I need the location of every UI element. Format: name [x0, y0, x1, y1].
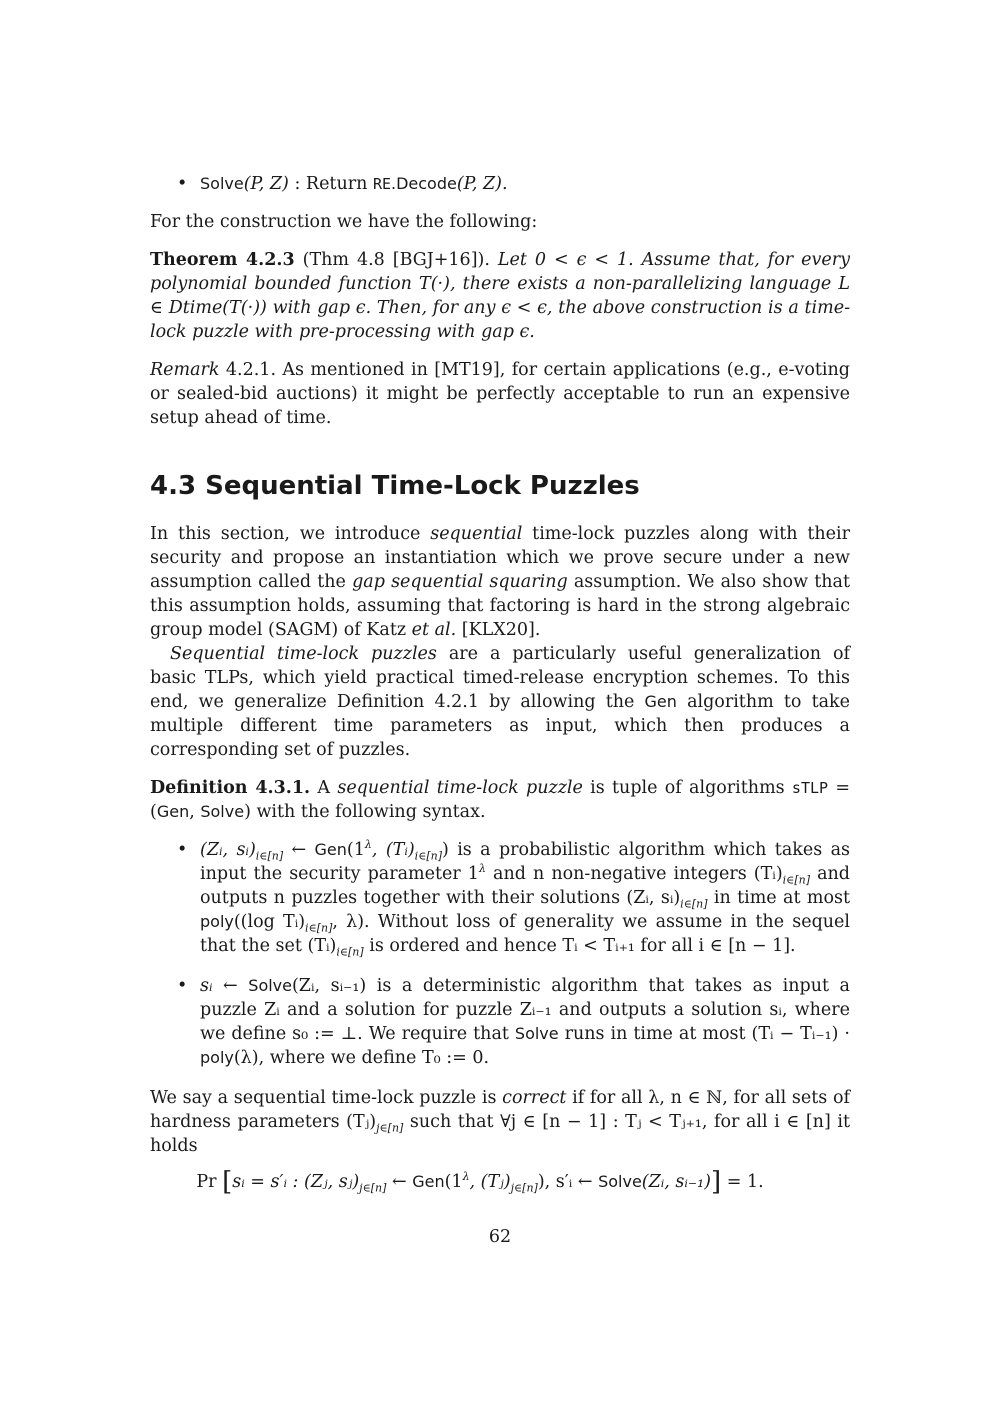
- solve-args: (P, Z): [243, 174, 289, 194]
- solve-bullet: [150, 172, 850, 196]
- definition-4-3-1: Definition 4.3.1. A sequential time-lock puzzle is tuple of algorithms sTLP = (Gen, Solve) with the following syntax.: [150, 778, 850, 822]
- decode-fn: .Decode: [391, 174, 457, 193]
- remark-4-2-1: [150, 358, 850, 430]
- construction-lead: For the construction we have the following:: [150, 212, 538, 232]
- right-bracket: ]: [711, 1167, 722, 1197]
- theorem-label: Theorem 4.2.3: [150, 250, 295, 270]
- remark-number: 4.2.1.: [219, 360, 277, 380]
- intro-paragraph-1: In this section, we introduce sequential time-lock puzzles along with their security and propose an instantiation which we prove secure under a new assumption called the gap sequential squaring assumption. We also show that this assumption holds, assuming that factoring is hard in the strong algebraic group model (SAGM) of Katz et al. [KLX20].: [150, 524, 850, 640]
- definition-items: [150, 838, 850, 1070]
- solve-colon: : Return: [288, 174, 373, 194]
- decode-args: (P, Z).: [456, 174, 508, 194]
- solve-bullet-list: [150, 172, 850, 196]
- page-number: 62: [488, 1227, 512, 1247]
- section-title: 4.3 Sequential Time-Lock Puzzles: [150, 471, 640, 501]
- solve-fn: Solve: [200, 174, 244, 193]
- remark-label: Remark: [150, 360, 220, 380]
- def-item-gen: • (Zᵢ, $sᵢ)_{i\in[n]}$ ← $Gen(1^\lambda$, $(Tᵢ)_{i\in[n]}$) is a probabilistic algorithm which takes as input the security parameter $1^\lambda$ and n non-negative integers $(Tᵢ)_{i\in[n]}$ and outputs n puzzles together with their solutions (Zᵢ, $sᵢ)_{i\in[n]}$ in time at most poly((log $Tᵢ)_{i\in[n]}$, λ). Without loss of generality we assume in the sequel that the set $(Tᵢ)_{i\in[n]}$ is ordered and hence Tᵢ < Tᵢ₊₁ for all i ∈ [n − 1].: [150, 838, 850, 958]
- def-item-solve: • sᵢ ← Solve(Zᵢ, sᵢ₋₁) is a deterministic algorithm that takes as input a puzzle Zᵢ and a solution for puzzle Zᵢ₋₁ and outputs a solution sᵢ, where we define s₀ := ⊥. We require that Solve runs in time at most (Tᵢ − Tᵢ₋₁) · poly(λ), where we define T₀ := 0.: [150, 974, 850, 1070]
- left-bracket: [: [222, 1167, 233, 1197]
- intro-paragraph-2: Sequential time-lock puzzles are a particularly useful generalization of basic TLPs, which yield practical timed-release encryption schemes. To this end, we generalize Definition 4.2.1 by allowing the Gen algorithm to take multiple different time parameters as input, which then produces a corresponding set of puzzles.: [150, 644, 851, 760]
- remark-text: As mentioned in [MT19], for certain applications (e.g., e-voting or sealed-bid auctions) it might be perfectly acceptable to run an expensive setup ahead of time.: [150, 360, 851, 428]
- theorem-4-2-3: [150, 248, 850, 344]
- pr-symbol: Pr: [196, 1172, 217, 1192]
- definition-label: Definition 4.3.1.: [150, 778, 311, 798]
- theorem-body: Let 0 < ϵ < 1. Assume that, for every polynomial bounded function T(·), there exists a non-parallelizing language L ∈ Dtime(T(·)) with gap ϵ. Then, for any ϵ < ϵ, the above construction is a time-lock puzzle with pre-processing with gap ϵ.: [150, 250, 850, 342]
- correctness-paragraph: We say a sequential time-lock puzzle is correct if for all λ, n ∈ ℕ, for all sets of hardness parameters $(Tⱼ)_{j\in[n]}$ such that ∀j ∈ [n − 1] : Tⱼ < Tⱼ₊₁, for all i ∈ [n] it holds: [150, 1088, 851, 1156]
- correctness-equation: Pr [sᵢ = s′ᵢ : (Zⱼ, $sⱼ)_{j\in[n]}$ ← $Gen(1^\lambda$, $(Tⱼ)_{j\in[n]}$), s′ᵢ ← Solve(Zᵢ, sᵢ₋₁)] = 1.: [196, 1167, 764, 1197]
- page-body: [150, 170, 851, 1197]
- theorem-cite: (Thm 4.8 [BGJ+16]).: [294, 250, 490, 270]
- re-name: RE: [372, 175, 391, 193]
